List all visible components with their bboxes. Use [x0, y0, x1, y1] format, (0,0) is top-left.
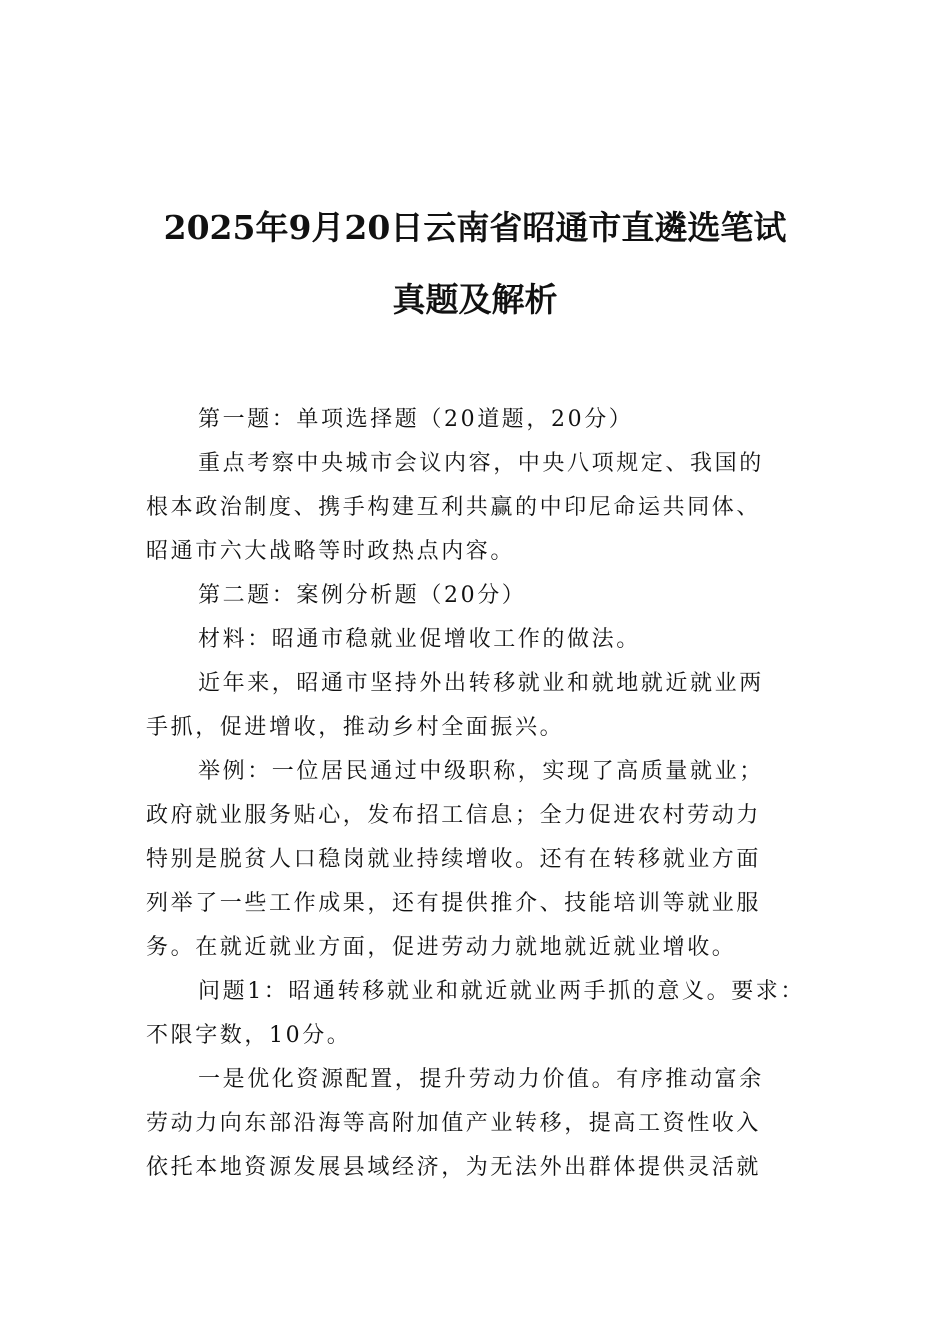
question-line: 不限字数，10分。 [146, 1023, 352, 1048]
paragraph-line: 一是优化资源配置，提升劳动力价值。有序推动富余 [198, 1067, 764, 1092]
paragraph-line: 特别是脱贫人口稳岗就业持续增收。还有在转移就业方面 [146, 847, 762, 872]
title-line-2: 真题及解析 [392, 280, 558, 319]
paragraph-line: 政府就业服务贴心，发布招工信息；全力促进农村劳动力 [146, 803, 762, 828]
section-heading: 第二题：案例分析题（20分） [198, 583, 527, 608]
paragraph-line: 依托本地资源发展县域经济，为无法外出群体提供灵活就 [146, 1155, 762, 1180]
paragraph-line: 务。在就近就业方面，促进劳动力就地就近就业增收。 [146, 935, 737, 960]
paragraph-line: 举例：一位居民通过中级职称，实现了高质量就业； [198, 759, 764, 784]
document-title [140, 192, 810, 336]
paragraph-line: 材料：昭通市稳就业促增收工作的做法。 [198, 627, 641, 652]
title-line-1: 2025年9月20日云南省昭通市直遴选笔试 [163, 208, 787, 247]
paragraph-line: 近年来，昭通市坚持外出转移就业和就地就近就业两 [198, 671, 764, 696]
paragraph-line: 手抓，促进增收，推动乡村全面振兴。 [146, 715, 565, 740]
section-heading: 第一题：单项选择题（20道题，20分） [198, 407, 634, 432]
question-line: 问题1：昭通转移就业和就近就业两手抓的意义。要求： [198, 979, 805, 1004]
paragraph-line: 劳动力向东部沿海等高附加值产业转移，提高工资性收入 [146, 1111, 762, 1136]
paragraph-line: 昭通市六大战略等时政热点内容。 [146, 539, 516, 564]
paragraph-line: 重点考察中央城市会议内容，中央八项规定、我国的 [198, 451, 764, 476]
paragraph-line: 列举了一些工作成果，还有提供推介、技能培训等就业服 [146, 891, 762, 916]
paragraph-line: 根本政治制度、携手构建互利共赢的中印尼命运共同体、 [146, 495, 762, 520]
document-body [146, 398, 826, 1190]
